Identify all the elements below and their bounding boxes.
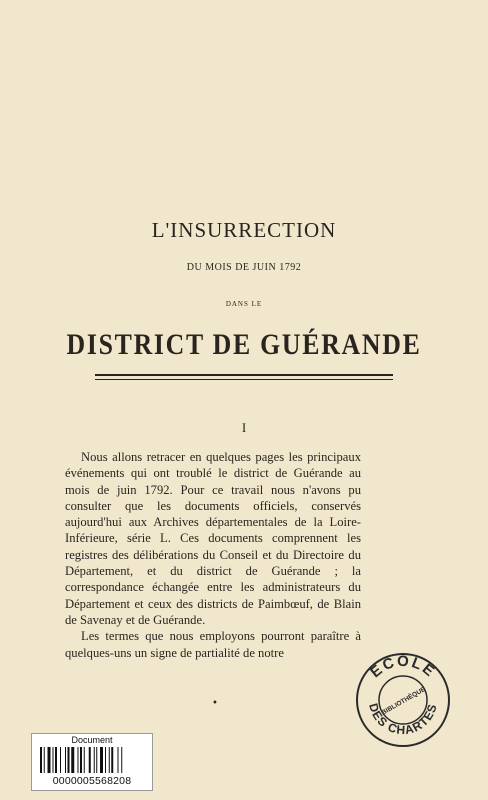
- barcode-label-sticker: [31, 733, 153, 791]
- barcode-number: 0000005568208: [52, 775, 132, 787]
- section-number: I: [241, 420, 247, 435]
- title-main: L'INSURRECTION: [151, 218, 337, 242]
- svg-text:ECOLE: [367, 653, 439, 681]
- library-stamp: [353, 650, 453, 750]
- title-subtitle: DU MOIS DE JUIN 1792: [186, 262, 302, 273]
- stamp-text-middle: BIBLIOTHÈQUE: [380, 685, 427, 717]
- svg-text:DES CHARTES: [366, 702, 440, 737]
- title-connector: DANS LE: [225, 300, 263, 308]
- barcode-icon: [40, 747, 144, 773]
- title-rule-thin: [95, 379, 393, 380]
- paragraph-2: Les termes que nous employons pourront paraître à quelques-uns un signe de partialité de notre: [65, 629, 361, 660]
- barcode-caption: Document: [71, 735, 113, 745]
- title-rule-thick: [95, 374, 393, 376]
- body-text: [65, 449, 361, 661]
- stamp-text-top: ECOLE: [367, 652, 439, 682]
- title-district: DISTRICT DE GUÉRANDE: [66, 328, 422, 361]
- stamp-text-bottom: DES CHARTES: [366, 701, 440, 738]
- paragraph-1: Nous allons retracer en quelques pages les principaux événements qui ont troublé le district de Guérande au mois de juin 1792. Pour ce travail nous n'avons pu consulter que les documents officiels, conservés aujourd'hui aux Archives départementales de la Loire-Inférieure, série L. Ces documents comprennent les registres des délibérations du Conseil et du Directoire du Département, et du district de Guérande ; la correspondance échangée entre les administrateurs du Département et ceux des districts de Paimbœuf, de Blain de Savenay et de Guérande.: [65, 450, 361, 627]
- page-mark: •: [212, 698, 218, 709]
